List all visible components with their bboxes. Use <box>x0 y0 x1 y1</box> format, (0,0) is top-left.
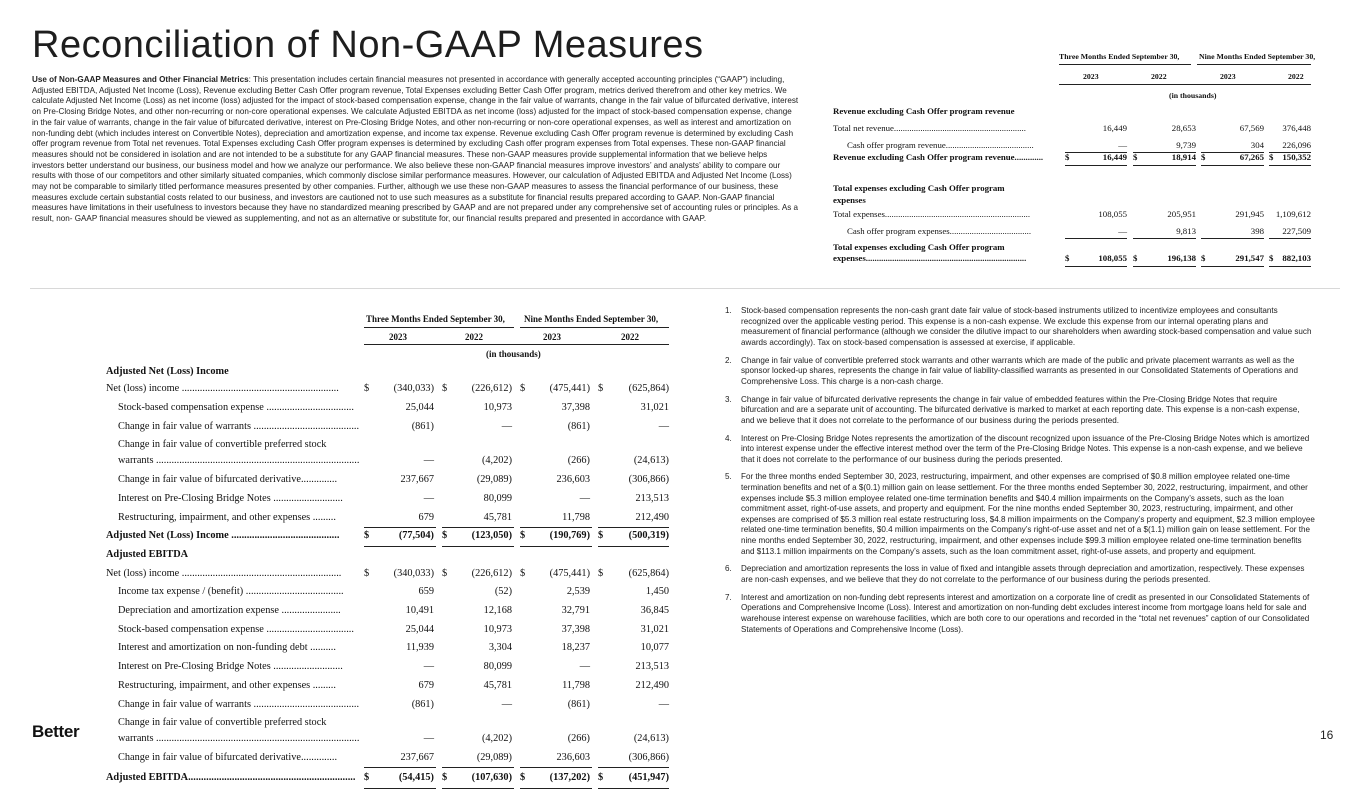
total-rule <box>1133 238 1196 239</box>
table-cell: 67,569 <box>1239 123 1264 133</box>
currency-symbol: $ <box>1065 253 1070 263</box>
table-row <box>106 421 669 435</box>
year-header: 2022 <box>1288 72 1304 81</box>
footnote-number: 1. <box>725 306 732 315</box>
table-cell: 25,044 <box>405 624 434 635</box>
table-cell: 659 <box>418 586 434 597</box>
total-rule <box>1133 266 1196 267</box>
table-cell: (625,864) <box>628 383 669 394</box>
table-cell: 291,547 <box>1235 253 1264 263</box>
currency-symbol: $ <box>1201 152 1206 162</box>
table-cell: (625,864) <box>628 568 669 579</box>
total-rule <box>1065 266 1127 267</box>
header-rule <box>1059 64 1191 65</box>
table-row <box>833 140 1311 152</box>
currency-symbol: $ <box>364 772 370 783</box>
table-cell: 11,939 <box>406 642 434 653</box>
units-label: (in thousands) <box>486 349 541 359</box>
table-row <box>106 733 669 747</box>
total-rule <box>364 527 436 528</box>
table-cell: 1,450 <box>645 586 669 597</box>
row-label: Change in fair value of bifurcated derivative.............. <box>118 474 338 485</box>
table-cell: 31,021 <box>640 402 669 413</box>
currency-symbol: $ <box>1133 253 1138 263</box>
table-cell: (24,613) <box>633 455 669 466</box>
currency-symbol: $ <box>442 383 448 394</box>
header-three-months: Three Months Ended September 30, <box>1059 52 1180 61</box>
row-label: Total expenses excluding Cash Offer program <box>833 183 1005 193</box>
footnote-text: Depreciation and amortization represents the loss in value of fixed and intangible assets through depreciation and amortization, respectively. These expenses are non-cash expenses, and we believe that they do not correlate to the performance of our business during the periods presented. <box>741 564 1305 584</box>
table-cell: (500,319) <box>628 530 669 541</box>
table-cell: 1,109,612 <box>1275 209 1311 219</box>
table-cell: 10,491 <box>405 605 434 616</box>
table-cell: (340,033) <box>393 383 434 394</box>
footnote-number: 2. <box>725 355 732 365</box>
currency-symbol: $ <box>598 772 604 783</box>
table-row <box>106 699 669 713</box>
row-label: Interest on Pre-Closing Bridge Notes ........................... <box>118 493 343 504</box>
table-cell: 236,603 <box>556 752 590 763</box>
table-cell: 9,739 <box>1176 140 1196 150</box>
currency-symbol: $ <box>598 568 604 579</box>
row-label: warrants ............................................................................... <box>118 733 359 744</box>
table-cell: (861) <box>567 699 590 710</box>
table-cell: — <box>1118 140 1127 150</box>
footnote-item <box>725 395 1315 427</box>
row-label: Net (loss) income .............................................................. <box>106 568 342 579</box>
row-label: Change in fair value of convertible preferred stock <box>118 717 327 728</box>
table-cell: — <box>658 421 669 432</box>
table-cell: (54,415) <box>398 772 434 783</box>
table-cell: 10,973 <box>483 624 512 635</box>
total-rule <box>598 527 669 528</box>
table-row <box>106 661 669 675</box>
table-cell: (266) <box>567 733 590 744</box>
currency-symbol: $ <box>520 772 526 783</box>
footnote-item <box>725 564 1315 585</box>
footnote-item <box>725 356 1315 388</box>
table-cell: (475,441) <box>549 568 590 579</box>
header-three-months: Three Months Ended September 30, <box>366 314 505 324</box>
table-cell: 16,449 <box>1102 152 1127 162</box>
total-rule <box>1201 165 1264 166</box>
table-cell: 236,603 <box>556 474 590 485</box>
currency-symbol: $ <box>442 568 448 579</box>
table-cell: 37,398 <box>561 402 590 413</box>
table-cell: — <box>423 493 434 504</box>
table-cell: 3,304 <box>488 642 512 653</box>
table-cell: 205,951 <box>1167 209 1196 219</box>
table-cell: 32,791 <box>561 605 590 616</box>
table-cell: 679 <box>418 512 434 523</box>
header-rule <box>1197 64 1311 65</box>
table-cell: 108,055 <box>1098 253 1127 263</box>
table-cell: (226,612) <box>471 568 512 579</box>
page-number: 16 <box>1320 728 1334 742</box>
footnote-item <box>725 434 1315 466</box>
total-rule <box>442 546 514 547</box>
row-label: Change in fair value of bifurcated derivative.............. <box>118 752 338 763</box>
year-header: 2023 <box>543 332 561 342</box>
currency-symbol: $ <box>1133 152 1138 162</box>
row-label: Interest on Pre-Closing Bridge Notes ........................... <box>118 661 343 672</box>
currency-symbol: $ <box>442 530 448 541</box>
table-row <box>106 474 669 488</box>
table-cell: (226,612) <box>471 383 512 394</box>
table-cell: 376,448 <box>1282 123 1311 133</box>
header-rule <box>520 327 669 328</box>
table-cell: (29,089) <box>476 474 512 485</box>
year-header: 2023 <box>389 332 407 342</box>
table-cell: 11,798 <box>562 680 590 691</box>
footnote-item <box>725 472 1315 557</box>
currency-symbol: $ <box>520 530 526 541</box>
table-row <box>106 772 669 786</box>
table-row <box>106 493 669 507</box>
table-cell: 213,513 <box>635 493 669 504</box>
units-label: (in thousands) <box>1169 91 1217 100</box>
table-cell: 12,168 <box>483 605 512 616</box>
year-header: 2022 <box>465 332 483 342</box>
row-label: Restructuring, impairment, and other expenses ......... <box>118 680 336 691</box>
table-cell: 25,044 <box>405 402 434 413</box>
table-row <box>106 605 669 619</box>
table-cell: 237,667 <box>400 752 434 763</box>
row-label: expenses......................................................................... <box>833 253 1027 263</box>
table-row <box>106 439 669 453</box>
table-row <box>106 455 669 469</box>
currency-symbol: $ <box>1269 253 1274 263</box>
intro-lead: Use of Non-GAAP Measures and Other Financial Metrics <box>32 75 249 84</box>
table-cell: (4,202) <box>481 455 512 466</box>
row-label: warrants ............................................................................... <box>118 455 359 466</box>
year-header: 2022 <box>621 332 639 342</box>
table-row <box>106 402 669 416</box>
table-cell: — <box>423 733 434 744</box>
section-divider <box>30 288 1340 289</box>
table-cell: 31,021 <box>640 624 669 635</box>
footnote-text: Interest and amortization on non-funding debt represents interest and amortization on a corporate line of credit as presented in our Consolidated Statements of Operations and Comprehensive Income (Loss). Interest and amortization on non-funding debt excludes interest income from mortgage loans held for sale and warehouse interest expense on warehouse facilities, which are both core to our operations and recorded in the “total net revenues” caption of our Consolidated Statements of Operations and Comprehensive Income (Loss). <box>741 592 1310 634</box>
total-rule <box>1269 238 1311 239</box>
table-cell: — <box>658 699 669 710</box>
table-cell: 45,781 <box>483 680 512 691</box>
table-cell: 213,513 <box>635 661 669 672</box>
table-cell: 398 <box>1250 226 1264 236</box>
currency-symbol: $ <box>364 383 370 394</box>
footnote-text: Change in fair value of bifurcated derivative represents the change in fair value of embedded features within the Pre-Closing Bridge Notes that require bifurcation and are a separate unit of accounting. The bifurcated derivative is marked to market at each reporting date. This expense is a non-cash expense, and we believe that it does not correlate to the performance of our business during the periods presented. <box>741 394 1300 425</box>
total-rule <box>1201 238 1264 239</box>
row-label: Total net revenue............................................................ <box>833 123 1026 133</box>
income-reconciliation-table <box>106 314 669 783</box>
table-cell: 882,103 <box>1282 253 1311 263</box>
total-rule <box>1201 266 1264 267</box>
footnote-number: 6. <box>725 564 732 574</box>
table-cell: 11,798 <box>562 512 590 523</box>
table-cell: 36,845 <box>640 605 669 616</box>
table-cell: 37,398 <box>561 624 590 635</box>
table-cell: 45,781 <box>483 512 512 523</box>
footnote-item <box>725 306 1315 348</box>
table-cell: 67,265 <box>1239 152 1264 162</box>
row-label: Change in fair value of warrants ......................................... <box>118 699 359 710</box>
total-rule <box>1065 165 1127 166</box>
table-cell: 80,099 <box>483 661 512 672</box>
row-label: Stock-based compensation expense .................................. <box>118 624 354 635</box>
footnote-text: Stock-based compensation represents the non-cash grant date fair value of stock-based instruments utilized to incentivize employees and consultants recognized over the applicable vesting period. This expense is a non-cash expense. We exclude this expense from our internal operating plans and measurement of financial performance (although we consider the dilutive impact to our shareholders when awarding stock-based compensation and value such awards accordingly). Tax on stock-based compensation is assessed at exercise, if applicable. <box>741 306 1312 347</box>
total-rule <box>520 546 592 547</box>
table-cell: — <box>501 699 512 710</box>
row-label: Cash offer program revenue........................................ <box>847 140 1034 150</box>
footnote-text: Interest on Pre-Closing Bridge Notes represents the amortization of the discount recognized upon issuance of the Pre-Closing Bridge Notes which is amortized into interest expense under the effective interest method over the term of the Pre-Closing Bridge Notes. This expense is a non-cash expense, and we believe that it does not correlate to the performance of our business during the periods presented. <box>741 433 1310 464</box>
total-rule <box>520 527 592 528</box>
table-row <box>833 183 1311 195</box>
row-label: Revenue excluding Cash Offer program revenue............. <box>833 152 1044 162</box>
table-cell: — <box>1118 226 1127 236</box>
table-row <box>106 549 669 563</box>
table-cell: — <box>579 493 590 504</box>
currency-symbol: $ <box>1201 253 1206 263</box>
table-cell: 18,237 <box>561 642 590 653</box>
table-cell: — <box>579 661 590 672</box>
table-row <box>106 717 669 731</box>
currency-symbol: $ <box>520 383 526 394</box>
better-logo: Better <box>32 722 80 741</box>
table-cell: 10,973 <box>483 402 512 413</box>
footnote-number: 4. <box>725 433 732 443</box>
currency-symbol: $ <box>1065 152 1070 162</box>
page-title: Reconciliation of Non-GAAP Measures <box>32 24 704 66</box>
table-cell: (29,089) <box>476 752 512 763</box>
table-cell: 9,813 <box>1176 226 1196 236</box>
row-label: Interest and amortization on non-funding debt .......... <box>118 642 336 653</box>
footnote-item <box>725 593 1315 635</box>
row-label: Change in fair value of warrants ......................................... <box>118 421 359 432</box>
row-label: Revenue excluding Cash Offer program revenue <box>833 106 1015 116</box>
footnote-text: Change in fair value of convertible preferred stock warrants and other warrants which are made of the public and private placement warrants as well as the sponsor locked-up shares, represents the change in fair value of liability-classified warrants as presented in our Consolidated Statements of Operations and Comprehensive Loss. This charge is a non-cash charge. <box>741 355 1298 386</box>
table-cell: 80,099 <box>483 493 512 504</box>
footnote-number: 7. <box>725 592 732 602</box>
table-cell: (340,033) <box>393 568 434 579</box>
table-cell: (306,866) <box>628 474 669 485</box>
table-row <box>833 226 1311 238</box>
table-cell: 150,352 <box>1282 152 1311 162</box>
row-label: Adjusted Net (Loss) Income <box>106 366 229 377</box>
year-header: 2023 <box>1220 72 1236 81</box>
revenue-reconciliation-table <box>833 52 1316 267</box>
table-cell: 2,539 <box>566 586 590 597</box>
row-label: Net (loss) income ............................................................. <box>106 383 339 394</box>
table-cell: 10,077 <box>640 642 669 653</box>
header-rule <box>364 327 514 328</box>
table-cell: (266) <box>567 455 590 466</box>
row-label: Adjusted EBITDA <box>106 549 189 560</box>
table-row <box>106 530 669 544</box>
table-row <box>106 586 669 600</box>
row-label: Income tax expense / (benefit) ...................................... <box>118 586 344 597</box>
table-cell: (123,050) <box>471 530 512 541</box>
table-cell: 196,138 <box>1167 253 1196 263</box>
row-label: expenses <box>833 195 866 205</box>
table-cell: (306,866) <box>628 752 669 763</box>
row-label: Depreciation and amortization expense ....................... <box>118 605 341 616</box>
total-rule <box>1065 238 1127 239</box>
row-label: Adjusted EBITDA................................................................. <box>106 772 356 783</box>
table-cell: 679 <box>418 680 434 691</box>
table-cell: 237,667 <box>400 474 434 485</box>
currency-symbol: $ <box>442 772 448 783</box>
header-nine-months: Nine Months Ended September 30, <box>1199 52 1316 61</box>
footnote-number: 3. <box>725 394 732 404</box>
row-label: Total expenses.................................................................. <box>833 209 1031 219</box>
currency-symbol: $ <box>520 568 526 579</box>
table-cell: 108,055 <box>1098 209 1127 219</box>
total-rule <box>1269 165 1311 166</box>
currency-symbol: $ <box>364 530 370 541</box>
table-cell: — <box>501 421 512 432</box>
table-cell: (52) <box>494 586 512 597</box>
table-cell: 227,509 <box>1282 226 1311 236</box>
table-row <box>106 568 669 582</box>
intro-paragraph <box>32 75 800 225</box>
table-cell: 304 <box>1250 140 1264 150</box>
intro-body: : This presentation includes certain financial measures not presented in accordance with generally accepted accounting principles (“GAAP”) including, Adjusted EBITDA, Adjusted Net Income (Loss), Revenue excluding Better Cash Offer program revenue, Total Expenses excluding Better Cash Offer program, metrics derived therefrom and other key metrics. We calculate Adjusted Net Income (Loss) as net income (loss) adjusted for the impact of stock-based compensation expense, change in the fair value of warrants, change in the fair value of bifurcated derivative, interest on Pre-Closing Bridge Notes, and other non-recurring or non-core operational expenses. We calculate Adjusted EBITDA as net income (loss) adjusted for the impact of stock-based compensation expense, change in the fair value of warrants, change in the fair value of bifurcated derivative, interest on Pre-Closing Bridge Notes, and other non-recurring or non-core operational expenses, as well as interest and amortization on non-funding debt (which includes interest on Convertible Notes), depreciation and amortization expense, and income tax expense. Revenue excluding Cash Offer program revenue is determined by excluding Cash offer program revenue from Total net revenues. Total Expenses excluding Cash Offer program expenses is determined by excluding Cash offer program expenses from Total expenses. These non-GAAP financial measures should not be considered in isolation and are not intended to be a substitute for any GAAP financial measures. These non-GAAP measures provide supplemental information that we believe helps investors better understand our business, our business model and how we analyze our performance. We also believe these non-GAAP financial measures improve investors’ and analysts’ ability to compare our results with those of our competitors and other similarly situated companies, which commonly disclose similar performance measures. However, our calculation of Adjusted EBITDA and Adjusted Net Income (Loss) may not be comparable to similarly titled performance measures presented by other companies. Further, although we use these non-GAAP measures to assess the financial performance of our business, these measures exclude certain substantial costs related to our business, and investors are cautioned not to use such measures as a substitute for financial results prepared according to GAAP. Non-GAAP financial measures have limitations in their usefulness to investors because they have no standardized meaning prescribed by GAAP and are not prepared under any comprehensive set of accounting rules or principles. As a result, non- GAAP financial measures should be viewed as supplementing, and not as an alternative or substitute for, our financial results prepared and presented in accordance with GAAP. <box>32 75 799 224</box>
currency-symbol: $ <box>598 383 604 394</box>
currency-symbol: $ <box>364 568 370 579</box>
table-cell: 28,653 <box>1171 123 1196 133</box>
footnote-text: For the three months ended September 30, 2023, restructuring, impairment, and other expenses are comprised of $0.8 million employee related one-time termination benefits and net of a $(0.1) million gain on lease settlement. For the three months ended September 30, 2022, restructuring, impairment, and other expenses include $5.3 million employee related one-time termination benefits and $40.4 million impairments on the Company’s assets, such as the loan commitment asset, right-of-use assets, and property and equipment. For the nine months ended September 30, 2023, restructuring, impairment, and other expenses are comprised of $5.3 million real estate restructuring loss, $4.8 million impairments on the Company’s property and equipment, $2.3 million employee related one-time termination benefits, $0.4 million impairments on the Company’s right-of-use asset and net of a $(1.1) million gain on lease settlement. For the nine months ended September 30, 2022, restructuring, impairment, and other expenses include $99.3 million employee related one-time termination benefits and $113.1 million impairments on the Company’s assets, such as the loan commitment asset, right-of-use assets, and property and equipment. <box>741 472 1315 556</box>
table-cell: (4,202) <box>481 733 512 744</box>
total-rule <box>598 546 669 547</box>
table-cell: (451,947) <box>628 772 669 783</box>
table-row <box>833 152 1311 164</box>
table-row <box>833 209 1311 221</box>
table-cell: 212,490 <box>635 680 669 691</box>
row-label: Restructuring, impairment, and other expenses ......... <box>118 512 336 523</box>
table-cell: (24,613) <box>633 733 669 744</box>
table-row <box>106 752 669 766</box>
table-cell: 226,096 <box>1282 140 1311 150</box>
row-label: Change in fair value of convertible preferred stock <box>118 439 327 450</box>
table-cell: — <box>423 455 434 466</box>
row-label: Total expenses excluding Cash Offer program <box>833 242 1005 252</box>
table-row <box>833 195 1311 207</box>
table-row <box>106 680 669 694</box>
table-row <box>106 624 669 638</box>
table-cell: 16,449 <box>1102 123 1127 133</box>
currency-symbol: $ <box>598 530 604 541</box>
row-label: Adjusted Net (Loss) Income .......................................... <box>106 530 340 541</box>
row-label: Stock-based compensation expense .................................. <box>118 402 354 413</box>
total-rule <box>442 527 514 528</box>
header-nine-months: Nine Months Ended September 30, <box>524 314 659 324</box>
table-cell: 212,490 <box>635 512 669 523</box>
year-header: 2023 <box>1083 72 1099 81</box>
table-row <box>106 512 669 526</box>
table-cell: (190,769) <box>549 530 590 541</box>
total-rule <box>1133 165 1196 166</box>
table-row <box>833 106 1311 118</box>
table-row <box>106 642 669 656</box>
total-rule <box>364 546 436 547</box>
table-cell: (107,630) <box>471 772 512 783</box>
table-cell: (861) <box>567 421 590 432</box>
table-cell: (861) <box>411 699 434 710</box>
currency-symbol: $ <box>1269 152 1274 162</box>
year-header: 2022 <box>1151 72 1167 81</box>
table-cell: (77,504) <box>398 530 434 541</box>
table-row <box>833 253 1311 265</box>
row-label: Cash offer program expenses..................................... <box>847 226 1032 236</box>
table-cell: (137,202) <box>549 772 590 783</box>
total-rule <box>1269 266 1311 267</box>
table-cell: 291,945 <box>1235 209 1264 219</box>
table-cell: — <box>423 661 434 672</box>
table-cell: 18,914 <box>1171 152 1196 162</box>
table-cell: (475,441) <box>549 383 590 394</box>
table-row <box>106 383 669 397</box>
footnote-number: 5. <box>725 472 732 482</box>
year-rule <box>1059 84 1311 85</box>
year-rule <box>364 344 669 345</box>
table-cell: (861) <box>411 421 434 432</box>
footnotes-list <box>725 306 1315 642</box>
table-row <box>833 123 1311 135</box>
table-row <box>106 366 669 380</box>
